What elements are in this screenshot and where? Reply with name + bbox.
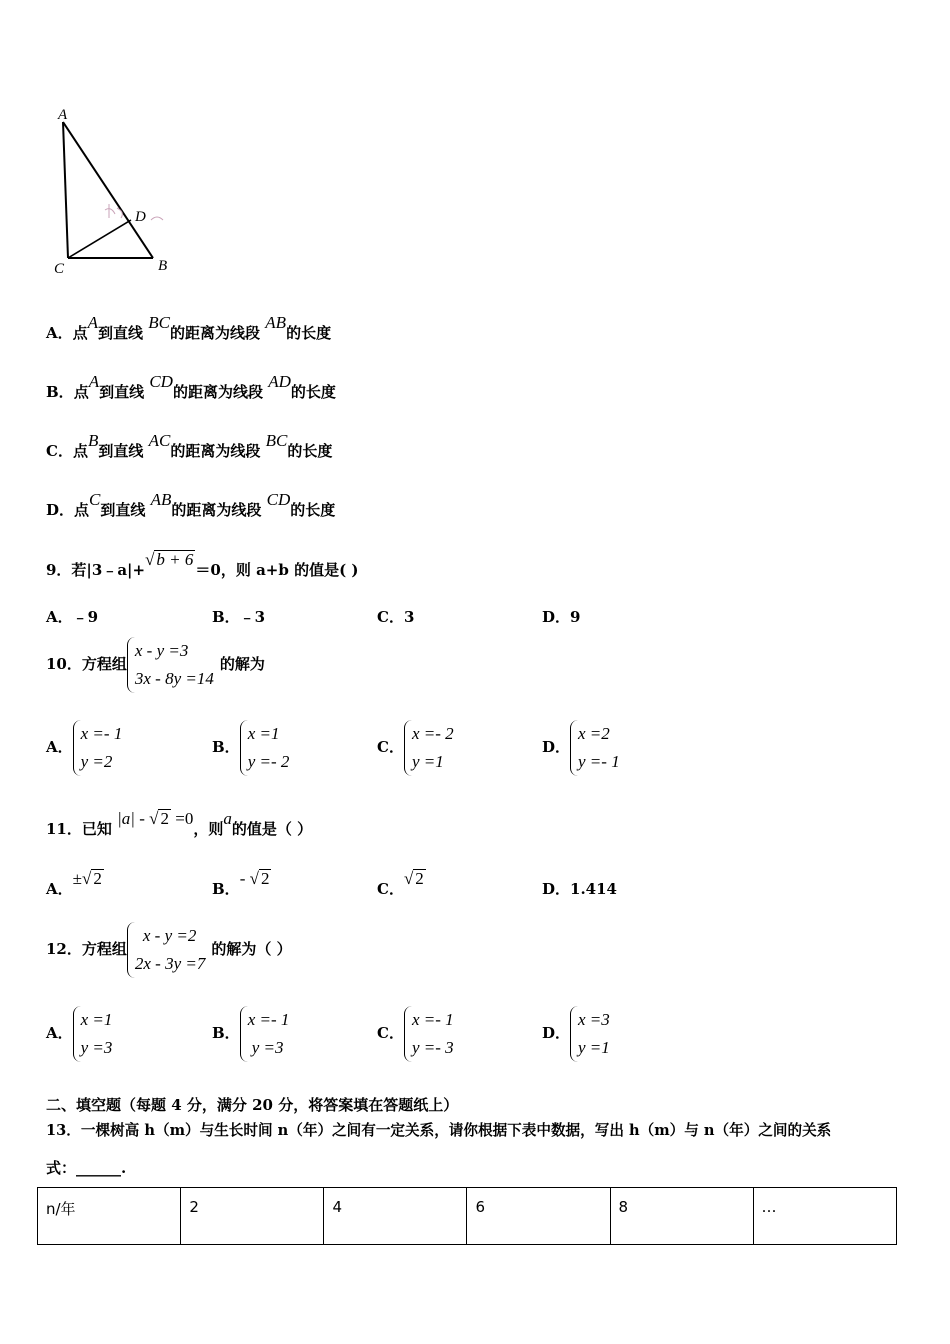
q12-option-c[interactable]: C． x =- 1 y =- 3	[377, 1006, 460, 1062]
q10-option-c[interactable]: C． x =- 2 y =1	[377, 720, 460, 776]
q13-data-table	[37, 1187, 897, 1245]
q9-stem: 9．若|3﹣a|+√ b + 6＝0，则 a+b 的值是( )	[46, 550, 359, 579]
q8-option-d[interactable]: D．点C到直线 AB的距离为线段 CD的长度	[46, 490, 336, 519]
q10-option-d[interactable]: D． x =2 y =- 1	[542, 720, 626, 776]
q11-option-a[interactable]: A．±√ 2	[46, 869, 102, 898]
q8-option-c[interactable]: C．点B到直线 AC的距离为线段 BC的长度	[46, 431, 333, 460]
q9-option-d[interactable]: D．9	[542, 608, 581, 626]
q10-option-a[interactable]: A． x =- 1 y =2	[46, 720, 128, 776]
section-heading: 二、填空题（每题 4 分，满分 20 分，将答案填在答题纸上）	[46, 1096, 459, 1114]
table-cell: …	[753, 1188, 896, 1245]
q12-option-b[interactable]: B． x =- 1 y =3	[212, 1006, 295, 1062]
triangle-figure	[45, 100, 185, 280]
table-cell: 6	[467, 1188, 610, 1245]
q11-stem: 11．已知 |a| - √ 2 =0，则a的值是（ ）	[46, 809, 313, 838]
vertex-label-b: B	[158, 258, 168, 274]
table-cell: 2	[181, 1188, 324, 1245]
vertex-label-d: D	[135, 209, 146, 225]
q9-option-c[interactable]: C．3	[377, 608, 415, 626]
q12-option-a[interactable]: A． x =1 y =3	[46, 1006, 118, 1062]
vertex-label-a: A	[58, 107, 68, 123]
table-cell: 8	[610, 1188, 753, 1245]
q9-option-b[interactable]: B．﹣3	[212, 608, 266, 626]
q11-option-c[interactable]: C．√ 2	[377, 869, 424, 898]
q9-option-a[interactable]: A．﹣9	[46, 608, 99, 626]
table-cell: n/年	[38, 1188, 181, 1245]
q12-option-d[interactable]: D． x =3 y =1	[542, 1006, 616, 1062]
q11-option-b[interactable]: B．- √ 2	[212, 869, 270, 898]
q11-option-d[interactable]: D．1.414	[542, 880, 617, 898]
q13-stem-line2: 式：______.	[46, 1159, 127, 1177]
q8-option-a[interactable]: A．点A到直线 BC的距离为线段 AB的长度	[46, 313, 332, 342]
q10-option-b[interactable]: B． x =1 y =- 2	[212, 720, 295, 776]
table-row	[38, 1188, 897, 1245]
q8-option-b[interactable]: B．点A到直线 CD的距离为线段 AD的长度	[46, 372, 336, 401]
q12-system: x - y =2 2x - 3y =7	[127, 922, 211, 978]
q12-stem: 12．方程组 x - y =2 2x - 3y =7 的解为（ ）	[46, 922, 292, 978]
table-cell: 4	[324, 1188, 467, 1245]
vertex-label-c: C	[54, 261, 65, 277]
q13-stem-line1: 13．一棵树高 h（m）与生长时间 n（年）之间有一定关系，请你根据下表中数据，写出 h（m）与 n（年）之间的关系	[46, 1122, 832, 1139]
q10-system: x - y =3 3x - 8y =14	[127, 637, 220, 693]
q10-stem: 10．方程组 x - y =3 3x - 8y =14 的解为	[46, 637, 265, 693]
